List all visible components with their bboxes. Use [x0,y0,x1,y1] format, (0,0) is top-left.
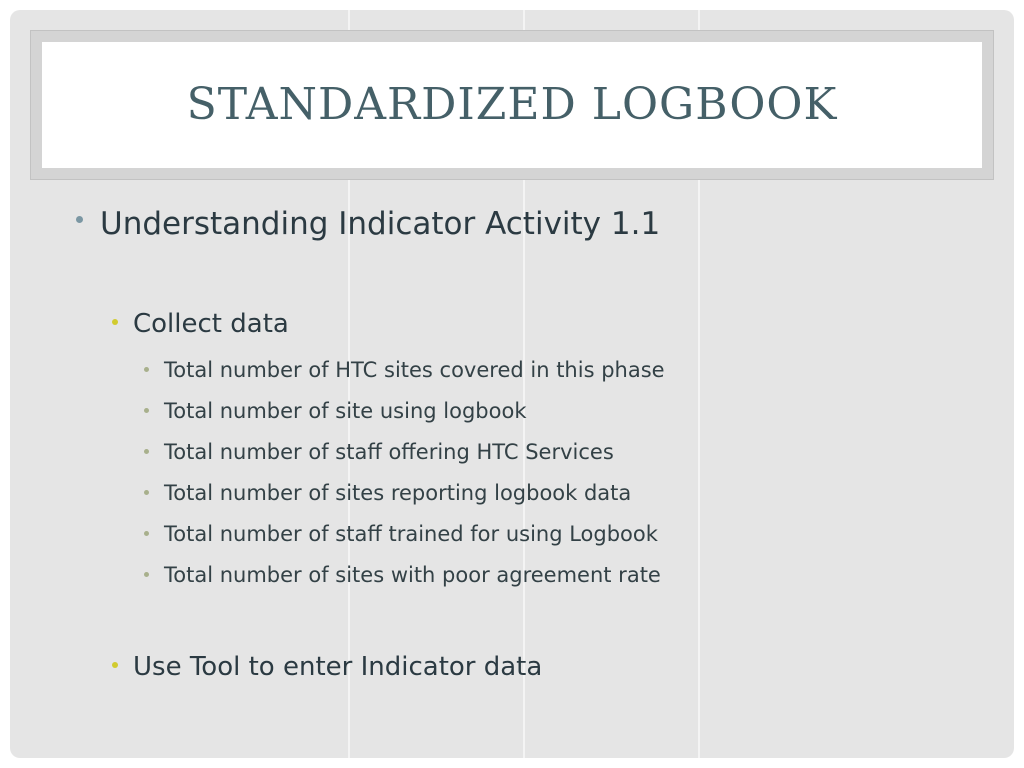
bullet-text: Use Tool to enter Indicator data [133,652,543,682]
sub-bullet-item [164,563,661,587]
bullet-text: Collect data [133,309,289,339]
slide [10,10,1014,758]
bullet-dot-icon [144,408,149,413]
bullet-dot-icon [144,531,149,536]
bullet-collect-data [133,309,289,339]
sub-bullet-item [164,358,665,382]
sub-bullet-text: Total number of staff trained for using Logbook [164,522,658,546]
sub-bullet-text: Total number of sites with poor agreement rate [164,563,661,587]
bullet-use-tool [133,652,542,682]
sub-bullet-item [164,440,614,464]
sub-bullet-item [164,522,658,546]
bullet-dot-icon [144,490,149,495]
sub-bullet-text: Total number of site using logbook [164,399,527,423]
sub-bullet-item [164,481,631,505]
slide-content [10,10,1014,758]
sub-bullet-text: Total number of sites reporting logbook data [164,481,632,505]
bullet-dot-icon [112,319,118,325]
bullet-dot-icon [144,367,149,372]
bullet-dot-icon [76,216,83,223]
sub-bullet-text: Total number of HTC sites covered in this phase [164,358,665,382]
bullet-dot-icon [144,572,149,577]
sub-bullet-text: Total number of staff offering HTC Services [164,440,614,464]
sub-bullet-item [164,399,526,423]
bullet-dot-icon [112,662,118,668]
bullet-understanding-indicator [100,206,660,242]
bullet-text: Understanding Indicator Activity 1.1 [100,206,661,242]
bullet-dot-icon [144,449,149,454]
slide-title: STANDARDIZED LOGBOOK [186,79,838,130]
